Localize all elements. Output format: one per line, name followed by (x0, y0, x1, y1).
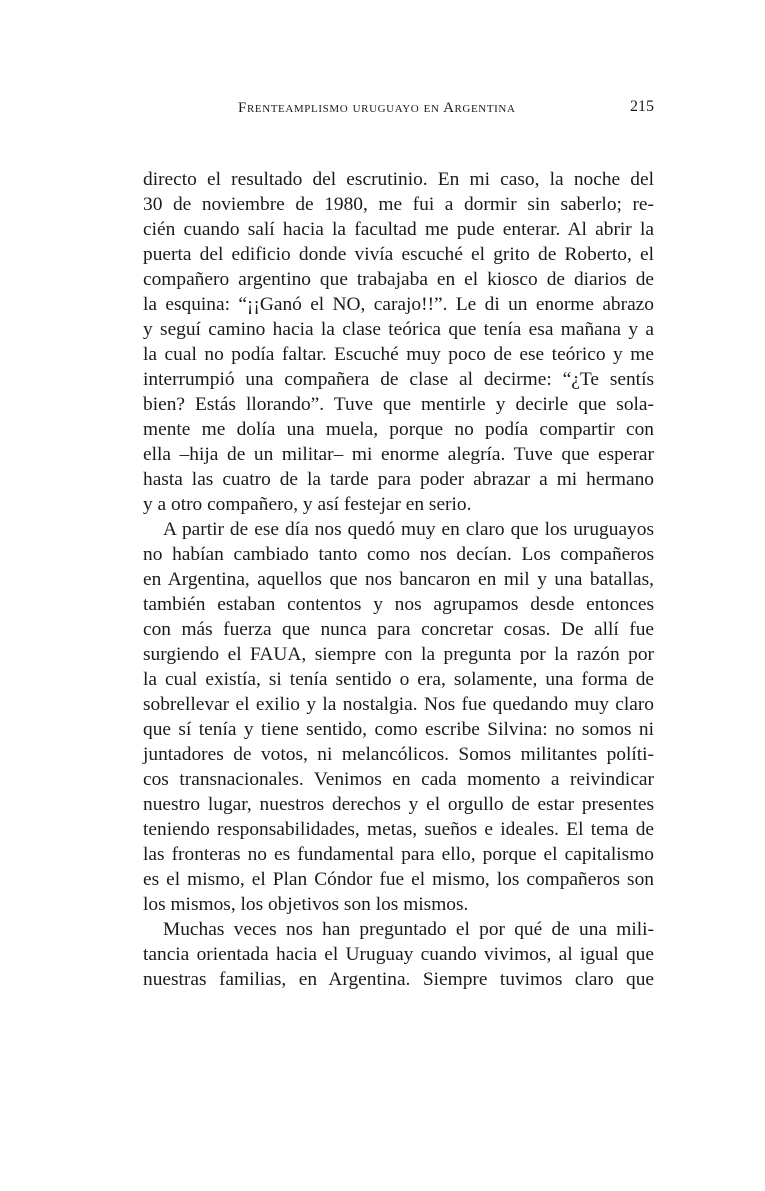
text-line: cién cuando salí hacia la facultad me pude enterar. Al abrir la (143, 219, 654, 240)
paragraph (143, 517, 654, 917)
text-line: juntadores de votos, ni melancólicos. Somos militantes políti- (143, 744, 654, 765)
text-line: cos transnacionales. Venimos en cada momento a reivindicar (143, 769, 654, 790)
text-line: ella –hija de un militar– mi enorme alegría. Tuve que esperar (143, 444, 654, 465)
text-line: nuestro lugar, nuestros derechos y el orgullo de estar presentes (143, 794, 654, 815)
text-line: nuestras familias, en Argentina. Siempre tuvimos claro que (143, 969, 654, 990)
text-line: surgiendo el FAUA, siempre con la pregunta por la razón por (143, 644, 654, 665)
text-line: interrumpió una compañera de clase al decirme: “¿Te sentís (143, 369, 654, 390)
text-line: puerta del edificio donde vivía escuché el grito de Roberto, el (143, 244, 654, 265)
text-line: en Argentina, aquellos que nos bancaron en mil y una batallas, (143, 569, 654, 590)
text-line: con más fuerza que nunca para concretar cosas. De allí fue (143, 619, 654, 640)
text-line: bien? Estás llorando”. Tuve que mentirle y decirle que sola- (143, 394, 654, 415)
body-text (143, 167, 654, 992)
text-line: que sí tenía y tiene sentido, como escribe Silvina: no somos ni (143, 719, 654, 740)
text-line: la cual existía, si tenía sentido o era, solamente, una forma de (143, 669, 654, 690)
text-line: los mismos, los objetivos son los mismos. (143, 894, 469, 915)
text-line: tancia orientada hacia el Uruguay cuando vivimos, al igual que (143, 944, 654, 965)
page-number: 215 (630, 98, 654, 115)
text-line: es el mismo, el Plan Cóndor fue el mismo, los compañeros son (143, 869, 654, 890)
text-line: A partir de ese día nos quedó muy en claro que los uruguayos (163, 519, 654, 540)
text-line: teniendo responsabilidades, metas, sueños e ideales. El tema de (143, 819, 654, 840)
text-line: la cual no podía faltar. Escuché muy poco de ese teórico y me (143, 344, 654, 365)
text-line: y seguí camino hacia la clase teórica que tenía esa mañana y a (143, 319, 654, 340)
running-title: Frenteamplismo uruguayo en Argentina (238, 100, 516, 116)
text-line: Muchas veces nos han preguntado el por qué de una mili- (163, 919, 654, 940)
text-line: no habían cambiado tanto como nos decían. Los compañeros (143, 544, 654, 565)
text-line: directo el resultado del escrutinio. En mi caso, la noche del (143, 169, 654, 190)
paragraph (143, 917, 654, 992)
text-line: hasta las cuatro de la tarde para poder abrazar a mi hermano (143, 469, 654, 490)
text-line: las fronteras no es fundamental para ello, porque el capitalismo (143, 844, 654, 865)
text-line: y a otro compañero, y así festejar en serio. (143, 494, 472, 515)
text-line: compañero argentino que trabajaba en el kiosco de diarios de (143, 269, 654, 290)
paragraph (143, 167, 654, 517)
text-line: mente me dolía una muela, porque no podía compartir con (143, 419, 654, 440)
text-line: sobrellevar el exilio y la nostalgia. Nos fue quedando muy claro (143, 694, 654, 715)
text-line: 30 de noviembre de 1980, me fui a dormir sin saberlo; re- (143, 194, 654, 215)
text-line: también estaban contentos y nos agrupamos desde entonces (143, 594, 654, 615)
text-line: la esquina: “¡¡Ganó el NO, carajo!!”. Le di un enorme abrazo (143, 294, 654, 315)
running-head (143, 98, 654, 122)
